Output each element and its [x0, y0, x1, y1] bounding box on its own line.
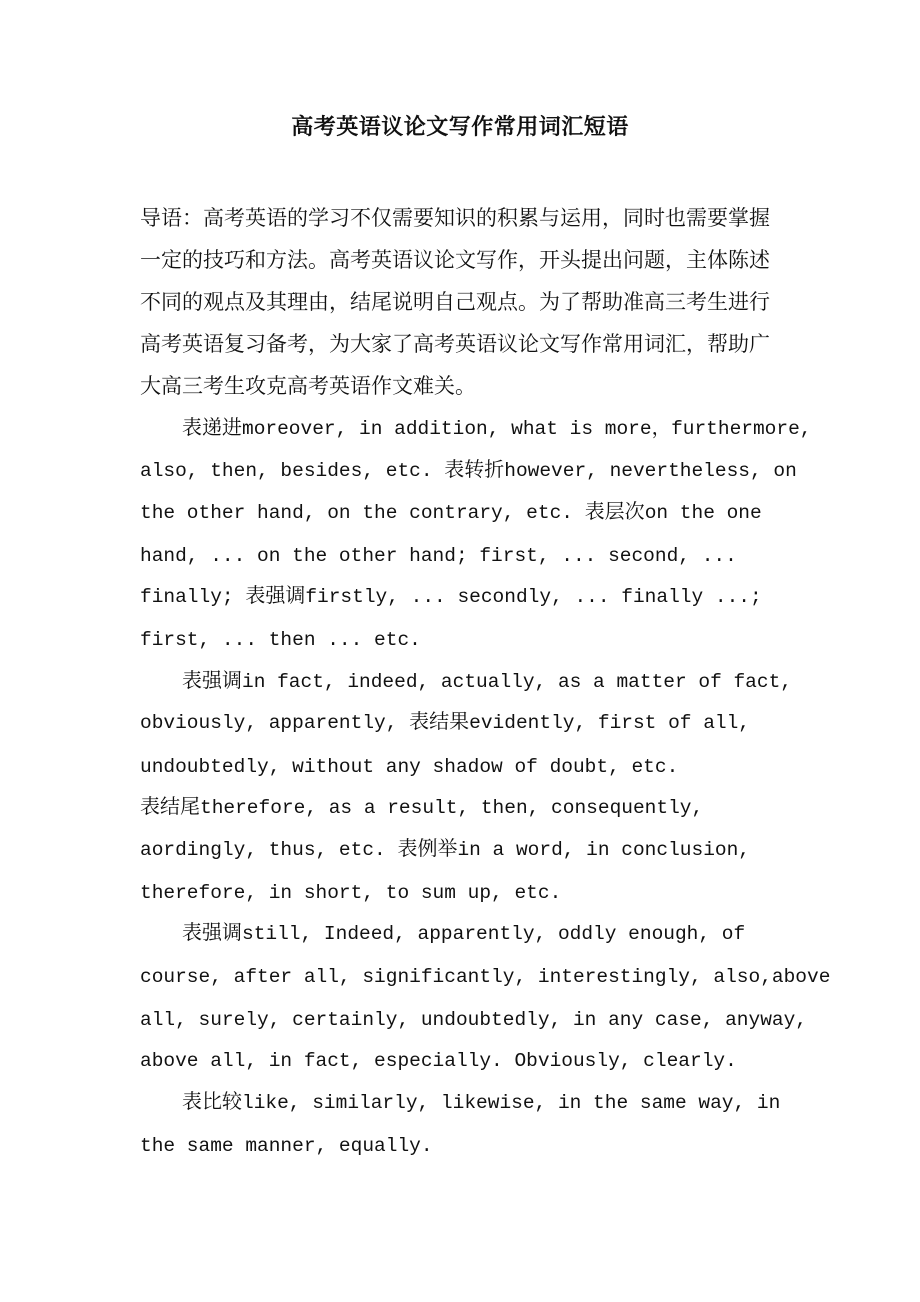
text-line	[140, 753, 790, 781]
intro-paragraph: 导语：高考英语的学习不仅需要知识的积累与运用，同时也需要掌握一定的技巧和方法。高考英语议论文写作，开头提出问题，主体陈述不同的观点及其理由，结尾说明自己观点。为了帮助准高三考生进行高考英语复习备考，为大家了高考英语议论文写作常用词汇，帮助广大高三考生攻克高考英语作文难关。	[140, 206, 770, 398]
text-line	[140, 918, 832, 948]
phrase-text: in fact, indeed, actually, as a matter of fact,	[242, 671, 792, 693]
phrase-text: the same manner, equally.	[140, 1135, 433, 1157]
text-line	[140, 1132, 790, 1160]
category-label: 表层次	[584, 499, 645, 523]
text-line	[140, 834, 790, 864]
phrase-text: also, then, besides, etc.	[140, 460, 445, 482]
category-label: 表结尾	[140, 794, 200, 818]
phrase-text: all, surely, certainly, undoubtedly, in any case, anyway,	[140, 1009, 808, 1031]
phrase-text: undoubtedly, without any shadow of doubt, etc.	[140, 756, 679, 778]
text-line	[140, 1047, 790, 1075]
category-label: 表结果	[409, 709, 470, 733]
text-line	[140, 1006, 808, 1034]
category-label: 表例举	[397, 836, 458, 860]
phrase-text: in a word, in conclusion,	[457, 839, 751, 861]
phrase-text: course, after all, significantly, interestingly, also,above	[140, 966, 831, 988]
phrase-text: on the one	[644, 502, 762, 524]
text-line	[140, 581, 790, 611]
category-label: 表强调	[182, 668, 242, 692]
text-line	[140, 666, 832, 696]
phrase-text: therefore, in short, to sum up, etc.	[140, 882, 562, 904]
phrase-text: finally;	[140, 586, 246, 608]
phrase-text: obviously, apparently,	[140, 712, 410, 734]
category-label: 表强调	[182, 920, 242, 944]
category-label: 表转折	[444, 457, 505, 481]
category-label: 表比较	[182, 1089, 242, 1113]
text-line	[140, 626, 790, 654]
text-line	[140, 1087, 832, 1117]
phrase-text: above all, in fact, especially. Obviously, clearly.	[140, 1050, 737, 1072]
phrase-text: moreover, in addition, what is more，furthermore,	[242, 418, 812, 440]
text-line	[140, 707, 790, 737]
phrase-text: first, ... then ... etc.	[140, 629, 421, 651]
phrase-text: however, nevertheless, on	[504, 460, 797, 482]
text-line	[140, 455, 797, 485]
text-line	[140, 413, 832, 443]
text-line	[140, 497, 790, 527]
text-line	[140, 879, 790, 907]
phrase-text: the other hand, on the contrary, etc.	[140, 502, 585, 524]
text-line	[140, 542, 790, 570]
category-label: 表强调	[245, 583, 306, 607]
text-line	[140, 963, 831, 991]
text-line	[140, 792, 790, 822]
phrase-text: hand, ... on the other hand; first, ... second, ...	[140, 545, 737, 567]
phrase-text: still, Indeed, apparently, oddly enough, of	[242, 923, 746, 945]
phrase-text: like, similarly, likewise, in the same way, in	[242, 1092, 781, 1114]
phrase-text: firstly, ... secondly, ... finally ...;	[305, 586, 762, 608]
category-label: 表递进	[182, 415, 242, 439]
phrase-text: evidently, first of all,	[469, 712, 751, 734]
phrase-text: aordingly, thus, etc.	[140, 839, 398, 861]
document-title: 高考英语议论文写作常用词汇短语	[291, 115, 629, 140]
phrase-text: therefore, as a result, then, consequently,	[200, 797, 704, 819]
